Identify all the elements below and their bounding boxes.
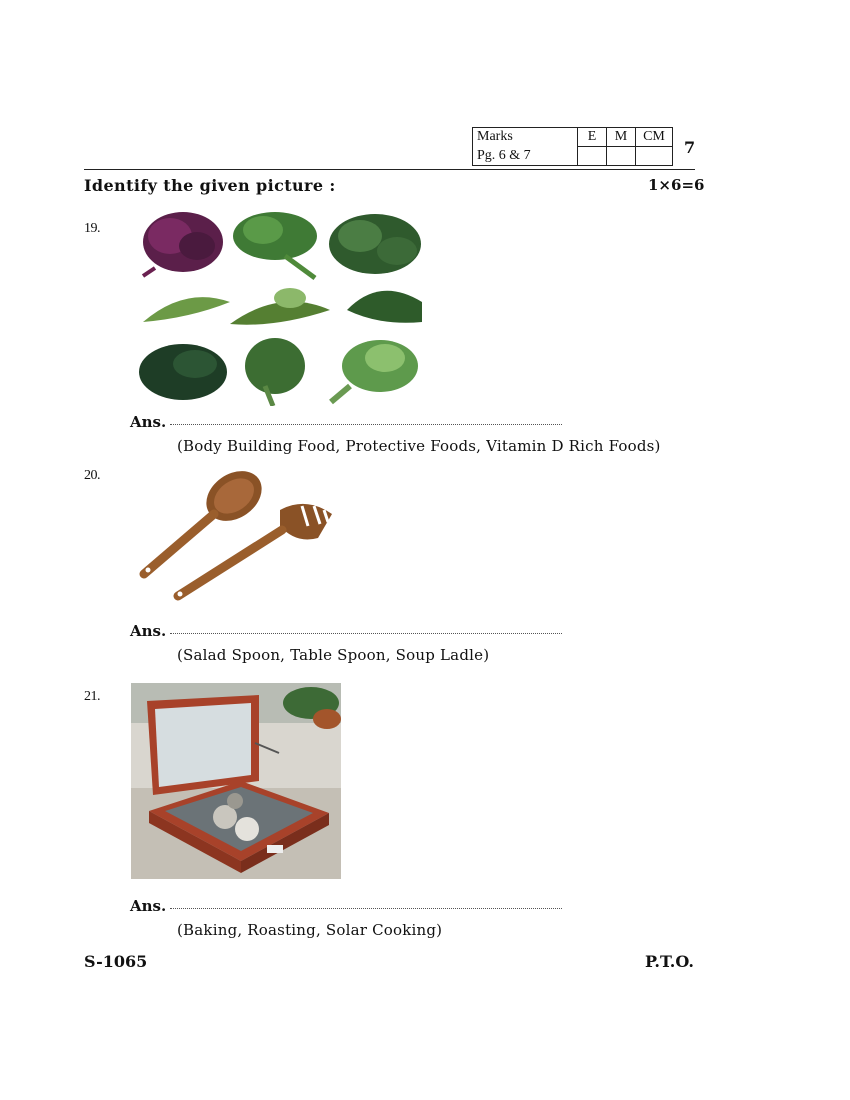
column-m: M [607, 128, 636, 147]
marks-table [472, 127, 673, 166]
paper-code: S-1065 [84, 952, 148, 971]
answer-line[interactable] [130, 622, 562, 640]
pto-label: P.T.O. [645, 952, 694, 971]
solar-cooker-photo [131, 683, 341, 879]
pages-label: Pg. 6 & 7 [473, 147, 578, 166]
leafy-vegetables-icon [135, 206, 422, 406]
answer-options: (Salad Spoon, Table Spoon, Soup Ladle) [177, 646, 490, 664]
question-number: 21. [84, 689, 100, 704]
score-cm [636, 147, 673, 166]
solar-cooker-icon [131, 683, 341, 879]
section-marks: 1×6=6 [648, 176, 705, 194]
wooden-spoons-icon [130, 466, 343, 608]
answer-line[interactable] [130, 413, 562, 431]
answer-options: (Body Building Food, Protective Foods, Vitamin D Rich Foods) [177, 437, 661, 455]
score-m [607, 147, 636, 166]
section-heading: Identify the given picture : [84, 176, 336, 195]
answer-dots [170, 908, 562, 909]
answer-dots [170, 424, 562, 425]
answer-label: Ans. [130, 413, 167, 431]
answer-label: Ans. [130, 897, 167, 915]
answer-line[interactable] [130, 897, 562, 915]
leafy-vegetables-photo [135, 206, 422, 406]
wooden-salad-spoons-photo [130, 466, 343, 608]
answer-dots [170, 633, 562, 634]
marks-label: Marks [473, 128, 578, 147]
answer-label: Ans. [130, 622, 167, 640]
score-e [578, 147, 607, 166]
page-number: 7 [684, 138, 696, 157]
answer-options: (Baking, Roasting, Solar Cooking) [177, 921, 443, 939]
header-divider [84, 169, 695, 170]
question-number: 19. [84, 221, 100, 236]
column-cm: CM [636, 128, 673, 147]
question-number: 20. [84, 468, 100, 483]
column-e: E [578, 128, 607, 147]
